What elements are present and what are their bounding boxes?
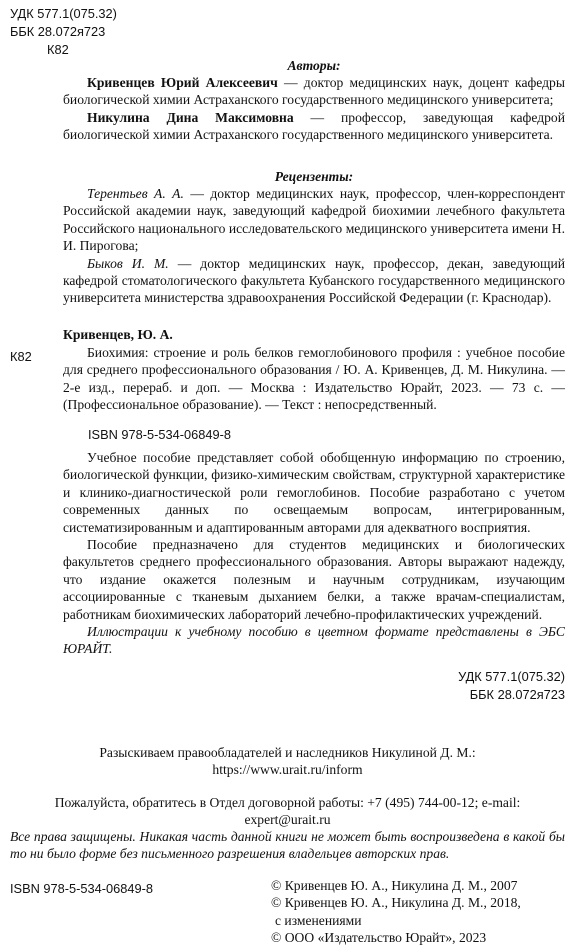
reviewer-name: Быков И. М. xyxy=(87,255,169,271)
all-rights-reserved: Все права защищены. Никакая часть данной книги не может быть воспроизведена в какой бы то ни было форме без письменного разрешения владельцев авторских прав. xyxy=(10,829,565,862)
annotation-illustrations-note: Иллюстрации к учебному пособию в цветном формате представлены в ЭБС ЮРАЙТ. xyxy=(63,624,565,657)
author-name: Никулина Дина Максимовна xyxy=(87,109,294,125)
header-author-mark: К82 xyxy=(47,42,69,57)
contact-notice: Пожалуйста, обратитесь в Отдел договорной работы: +7 (495) 744-00-12; e-mail: xyxy=(54,795,521,810)
reviewers-heading: Рецензенты: xyxy=(274,169,354,184)
copyright-line: © Кривенцев Ю. А., Никулина Д. М., 2007 xyxy=(271,878,518,893)
footer-isbn: ISBN 978-5-534-06849-8 xyxy=(10,881,153,896)
catalog-mark: К82 xyxy=(10,349,32,364)
rights-holders-notice: Разыскиваем правообладателей и наследников Никулиной Д. М.: xyxy=(99,745,476,760)
copyright-line: © Кривенцев Ю. А., Никулина Д. М., 2018, xyxy=(271,895,521,911)
reviewer-entry xyxy=(63,255,565,307)
authors-heading: Авторы: xyxy=(287,58,341,73)
reviewers-list xyxy=(63,185,565,307)
footer-copyrights xyxy=(271,877,565,947)
author-entry xyxy=(63,109,565,144)
annotation-paragraph: Пособие предназначено для студентов медицинских и биологических факультетов среднего профессионального образования. Авторы выражают надежду, что издание окажется полезным и научным сотрудникам, изучающим ассоциированные с тканевым дыханием белки, а также врачам-специалистам, работникам биохимических лабораторий лечебно-профилактических учреждений. xyxy=(63,537,565,622)
annotation xyxy=(63,449,565,658)
reviewer-entry xyxy=(63,185,565,255)
header-udk: УДК 577.1(075.32) xyxy=(10,6,117,21)
bottom-udk: УДК 577.1(075.32) xyxy=(458,669,565,684)
authors-list xyxy=(63,74,565,144)
author-name: Кривенцев Юрий Алексеевич xyxy=(87,75,278,90)
author-desc: — доктор медицинских наук, доцент кафедры биологической химии Астраханского государственного медицинского университета; xyxy=(63,75,565,108)
reviewer-desc: — доктор медицинских наук, профессор, декан, заведующий кафедрой стоматологического факультета Кубанского государственного медицинского университета министерства здравоохранения Российской Федерации (г. Краснодар). xyxy=(63,255,566,306)
catalog-description: Биохимия: строение и роль белков гемоглобинового профиля : учебное пособие для среднего профессионального образования / Ю. А. Кривенцев, Д. М. Никулина. — 2-е изд., перераб. и доп. — Москва : Издательство Юрайт, 2023. — 73 с. — (Профессиональное образование). — Текст : непосредственный. xyxy=(63,345,565,413)
copyright-line: с изменениями xyxy=(275,912,362,928)
annotation-paragraph: Учебное пособие представляет собой обобщенную информацию по строению, биологической функции, физико-химическим свойствам, структурной характеристике и клинико-диагностической роли гемоглобинов. Пособие разработано с учетом современных данных по освещаемым вопросам, интегрированным, систематизированным и адаптированным авторами для адекватного восприятия. xyxy=(63,450,565,535)
reviewer-name: Терентьев А. А. xyxy=(87,186,184,201)
contact-email: expert@urait.ru xyxy=(244,812,331,827)
author-desc: — профессор, заведующая кафедрой биологической химии Астраханского государственного медицинского университета. xyxy=(63,109,565,143)
rights-holders-url: https://www.urait.ru/inform xyxy=(212,762,363,777)
catalog-isbn: ISBN 978-5-534-06849-8 xyxy=(88,427,231,442)
reviewer-desc: — доктор медицинских наук, профессор, член-корреспондент Российской академии наук, заведующий кафедрой биохимии лечебного факультета Российского национального исследовательского медицинского университета имени Н. И. Пирогова; xyxy=(63,186,565,254)
header-bbk: ББК 28.072я723 xyxy=(10,24,106,39)
bottom-bbk: ББК 28.072я723 xyxy=(469,687,565,702)
copyright-line: © ООО «Издательство Юрайт», 2023 xyxy=(271,930,487,946)
author-entry xyxy=(63,74,565,109)
catalog-main-entry: Кривенцев, Ю. А. xyxy=(63,327,173,342)
